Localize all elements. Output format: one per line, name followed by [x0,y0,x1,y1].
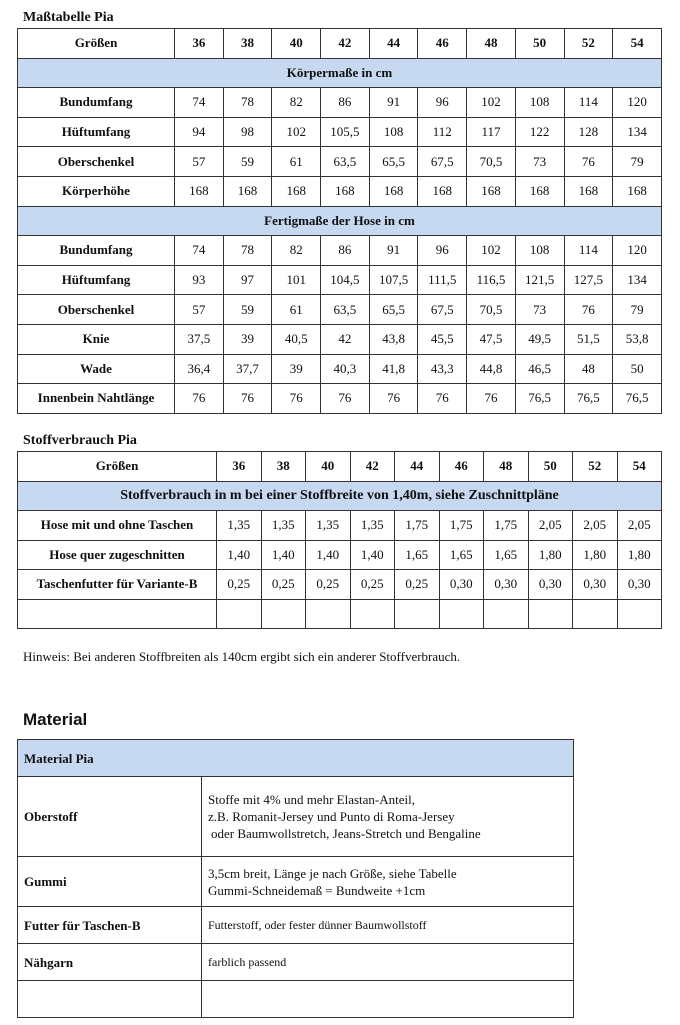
material-label: Gummi [18,857,202,907]
empty-cell [261,599,306,629]
value-cell: 168 [369,176,418,206]
value-cell: 112 [418,117,467,147]
value-cell: 114 [564,236,613,266]
material-row [18,857,574,907]
value-cell: 42 [321,324,370,354]
value-cell: 1,80 [528,540,573,570]
size-header: 36 [217,452,262,482]
value-cell: 108 [369,117,418,147]
empty-cell [306,599,351,629]
section-band [18,481,662,511]
value-cell: 70,5 [467,295,516,325]
value-cell: 82 [272,88,321,118]
size-chart-table [17,28,662,414]
value-cell: 98 [223,117,272,147]
value-cell: 59 [223,295,272,325]
value-cell: 43,3 [418,354,467,384]
value-cell: 1,80 [573,540,618,570]
size-header: 50 [515,29,564,59]
value-cell: 79 [613,147,662,177]
row-label: Oberschenkel [18,295,175,325]
empty-cell [217,599,262,629]
value-cell: 134 [613,265,662,295]
description-line: z.B. Romanit-Jersey und Punto di Roma-Jersey [208,809,455,824]
value-cell: 2,05 [617,511,662,541]
size-header: 44 [369,29,418,59]
table1-title: Maßtabelle Pia [23,10,114,25]
header-row [18,452,662,482]
material-row [18,907,574,944]
fabric-consumption-table [17,451,662,629]
material-description [202,944,574,981]
section-title: Körpermaße in cm [18,58,662,88]
table-row [18,265,662,295]
value-cell: 1,75 [439,511,484,541]
value-cell: 1,65 [439,540,484,570]
value-cell: 168 [321,176,370,206]
row-label: Hose mit und ohne Taschen [18,511,217,541]
value-cell: 73 [515,147,564,177]
value-cell: 120 [613,88,662,118]
value-cell: 93 [175,265,224,295]
value-cell: 120 [613,236,662,266]
row-label: Oberschenkel [18,147,175,177]
value-cell: 59 [223,147,272,177]
description-line: oder Baumwollstretch, Jeans-Stretch und Bengaline [211,826,481,841]
row-label: Hose quer zugeschnitten [18,540,217,570]
value-cell: 96 [418,236,467,266]
value-cell: 39 [223,324,272,354]
material-description [202,857,574,907]
value-cell: 53,8 [613,324,662,354]
value-cell: 0,30 [439,570,484,600]
value-cell: 65,5 [369,147,418,177]
empty-row [18,599,662,629]
value-cell: 49,5 [515,324,564,354]
value-cell: 168 [272,176,321,206]
value-cell: 102 [272,117,321,147]
material-row [18,944,574,981]
value-cell: 43,8 [369,324,418,354]
value-cell: 168 [418,176,467,206]
value-cell: 2,05 [573,511,618,541]
size-header: 48 [467,29,516,59]
empty-cell [573,599,618,629]
value-cell: 78 [223,236,272,266]
material-table [17,739,574,1018]
material-description [202,777,574,857]
size-header: 50 [528,452,573,482]
value-cell: 1,65 [395,540,440,570]
material-title-row [18,740,574,777]
description-line: Futterstoff, oder fester dünner Baumwollstoff [208,917,427,932]
row-label: Hüftumfang [18,265,175,295]
value-cell: 51,5 [564,324,613,354]
row-label: Taschenfutter für Variante-B [18,570,217,600]
size-header: 36 [175,29,224,59]
empty-cell [528,599,573,629]
value-cell: 1,65 [484,540,529,570]
value-cell: 102 [467,236,516,266]
size-header: 42 [350,452,395,482]
value-cell: 122 [515,117,564,147]
table-row [18,384,662,414]
size-header: 40 [306,452,351,482]
value-cell: 97 [223,265,272,295]
value-cell: 1,35 [217,511,262,541]
material-label: Oberstoff [18,777,202,857]
row-label: Hüftumfang [18,117,175,147]
value-cell: 47,5 [467,324,516,354]
value-cell: 76 [272,384,321,414]
row-label: Knie [18,324,175,354]
value-cell: 1,35 [350,511,395,541]
value-cell: 168 [223,176,272,206]
empty-cell [202,981,574,1018]
value-cell: 65,5 [369,295,418,325]
table2-title: Stoffverbrauch Pia [23,433,137,448]
section-title: Stoffverbrauch in m bei einer Stoffbreite von 1,40m, siehe Zuschnittpläne [18,481,662,511]
value-cell: 44,8 [467,354,516,384]
empty-cell [18,599,217,629]
value-cell: 73 [515,295,564,325]
size-header: 48 [484,452,529,482]
value-cell: 86 [321,88,370,118]
value-cell: 76,5 [515,384,564,414]
size-header: 52 [573,452,618,482]
table-row [18,295,662,325]
value-cell: 0,30 [484,570,529,600]
value-cell: 78 [223,88,272,118]
row-label: Innenbein Nahtlänge [18,384,175,414]
value-cell: 82 [272,236,321,266]
value-cell: 40,3 [321,354,370,384]
value-cell: 111,5 [418,265,467,295]
empty-cell [18,981,202,1018]
value-cell: 1,35 [306,511,351,541]
description-line: Gummi-Schneidemaß = Bundweite +1cm [208,882,426,898]
empty-cell [617,599,662,629]
value-cell: 128 [564,117,613,147]
value-cell: 127,5 [564,265,613,295]
description-line: farblich passend [208,954,287,969]
row-label: Wade [18,354,175,384]
value-cell: 61 [272,147,321,177]
value-cell: 168 [175,176,224,206]
value-cell: 1,35 [261,511,306,541]
description-line: 3,5cm breit, Länge je nach Größe, siehe Tabelle [208,865,457,881]
value-cell: 1,40 [261,540,306,570]
material-label: Nähgarn [18,944,202,981]
value-cell: 50 [613,354,662,384]
section-band [18,206,662,236]
size-header: 46 [418,29,467,59]
value-cell: 1,75 [484,511,529,541]
value-cell: 76 [467,384,516,414]
value-cell: 61 [272,295,321,325]
value-cell: 46,5 [515,354,564,384]
value-cell: 76 [564,147,613,177]
material-description [202,907,574,944]
value-cell: 168 [467,176,516,206]
value-cell: 36,4 [175,354,224,384]
value-cell: 105,5 [321,117,370,147]
table-row [18,570,662,600]
value-cell: 134 [613,117,662,147]
value-cell: 168 [564,176,613,206]
table-row [18,147,662,177]
table-row [18,511,662,541]
size-header: 54 [613,29,662,59]
row-label: Bundumfang [18,236,175,266]
value-cell: 74 [175,88,224,118]
size-header: 38 [223,29,272,59]
size-header: 46 [439,452,484,482]
value-cell: 2,05 [528,511,573,541]
value-cell: 0,30 [528,570,573,600]
value-cell: 104,5 [321,265,370,295]
value-cell: 76 [175,384,224,414]
value-cell: 0,25 [217,570,262,600]
value-cell: 114 [564,88,613,118]
description-line: Stoffe mit 4% und mehr Elastan-Anteil, [208,792,415,807]
header-label: Größen [18,29,175,59]
value-cell: 168 [613,176,662,206]
size-header: 40 [272,29,321,59]
value-cell: 0,25 [306,570,351,600]
row-label: Körperhöhe [18,176,175,206]
table-row [18,540,662,570]
value-cell: 168 [515,176,564,206]
value-cell: 0,30 [617,570,662,600]
value-cell: 117 [467,117,516,147]
value-cell: 1,40 [350,540,395,570]
empty-cell [395,599,440,629]
value-cell: 86 [321,236,370,266]
value-cell: 1,75 [395,511,440,541]
value-cell: 45,5 [418,324,467,354]
value-cell: 74 [175,236,224,266]
value-cell: 76 [321,384,370,414]
table-row [18,324,662,354]
header-label: Größen [18,452,217,482]
material-heading: Material [23,710,88,729]
size-header: 42 [321,29,370,59]
value-cell: 121,5 [515,265,564,295]
empty-cell [484,599,529,629]
table-row [18,354,662,384]
value-cell: 76 [418,384,467,414]
value-cell: 40,5 [272,324,321,354]
size-header: 38 [261,452,306,482]
material-row [18,777,574,857]
empty-cell [439,599,484,629]
value-cell: 0,25 [350,570,395,600]
value-cell: 70,5 [467,147,516,177]
value-cell: 91 [369,88,418,118]
header-row [18,29,662,59]
value-cell: 76 [223,384,272,414]
size-header: 44 [395,452,440,482]
table-row [18,117,662,147]
empty-row [18,981,574,1018]
value-cell: 63,5 [321,295,370,325]
table-row [18,236,662,266]
value-cell: 108 [515,236,564,266]
value-cell: 102 [467,88,516,118]
value-cell: 57 [175,295,224,325]
value-cell: 0,25 [261,570,306,600]
value-cell: 91 [369,236,418,266]
value-cell: 76,5 [564,384,613,414]
row-label: Bundumfang [18,88,175,118]
table-row [18,176,662,206]
value-cell: 0,30 [573,570,618,600]
value-cell: 0,25 [395,570,440,600]
value-cell: 37,7 [223,354,272,384]
section-band [18,58,662,88]
value-cell: 41,8 [369,354,418,384]
value-cell: 76 [369,384,418,414]
value-cell: 96 [418,88,467,118]
value-cell: 76 [564,295,613,325]
value-cell: 67,5 [418,147,467,177]
value-cell: 94 [175,117,224,147]
value-cell: 67,5 [418,295,467,325]
material-table-title: Material Pia [18,740,574,777]
table-row [18,88,662,118]
value-cell: 37,5 [175,324,224,354]
size-header: 54 [617,452,662,482]
value-cell: 108 [515,88,564,118]
value-cell: 57 [175,147,224,177]
value-cell: 79 [613,295,662,325]
value-cell: 116,5 [467,265,516,295]
empty-cell [350,599,395,629]
value-cell: 39 [272,354,321,384]
fabric-width-note: Hinweis: Bei anderen Stoffbreiten als 140cm ergibt sich ein anderer Stoffverbrauch. [23,649,461,664]
value-cell: 76,5 [613,384,662,414]
value-cell: 107,5 [369,265,418,295]
value-cell: 48 [564,354,613,384]
size-header: 52 [564,29,613,59]
value-cell: 1,80 [617,540,662,570]
value-cell: 63,5 [321,147,370,177]
value-cell: 1,40 [306,540,351,570]
value-cell: 1,40 [217,540,262,570]
section-title: Fertigmaße der Hose in cm [18,206,662,236]
value-cell: 101 [272,265,321,295]
material-label: Futter für Taschen-B [18,907,202,944]
